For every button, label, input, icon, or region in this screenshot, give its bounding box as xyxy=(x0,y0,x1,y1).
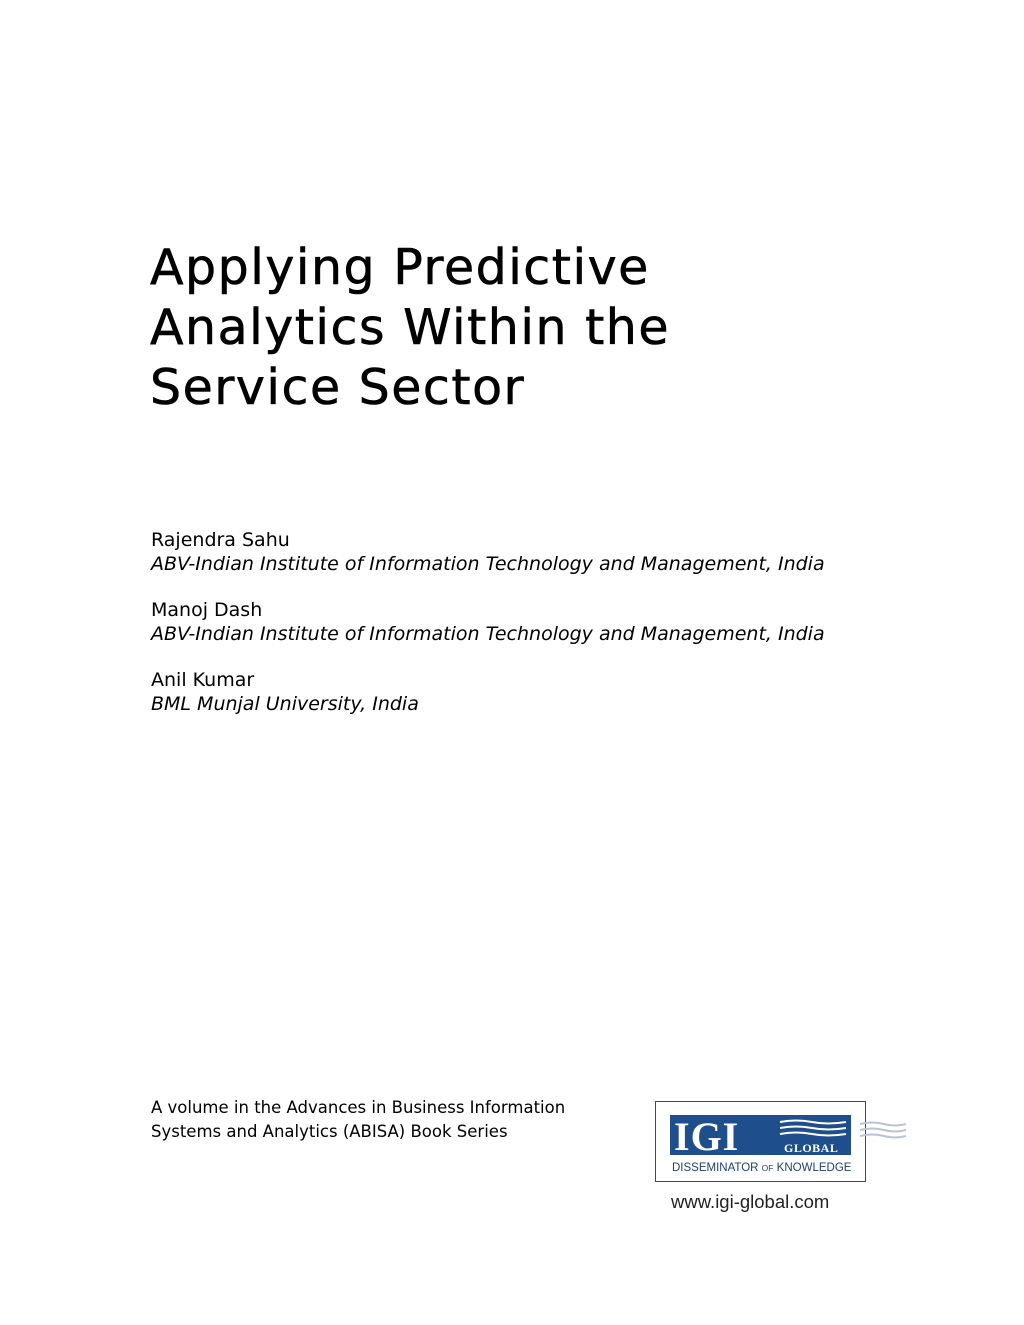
series-line: A volume in the Advances in Business Information xyxy=(151,1098,566,1117)
title-line: Service Sector xyxy=(150,359,526,416)
publisher-logo xyxy=(655,1101,866,1182)
tagline-part: KNOWLEDGE xyxy=(773,1162,852,1174)
igi-global-logo-icon xyxy=(656,1102,867,1183)
author-entry xyxy=(151,598,911,646)
author-affiliation: ABV-Indian Institute of Information Technology and Management, India xyxy=(151,623,825,645)
tagline-part: DISSEMINATOR xyxy=(672,1162,762,1174)
author-affiliation: BML Munjal University, India xyxy=(151,693,419,715)
logo-sub: GLOBAL xyxy=(784,1141,839,1155)
logo-tagline xyxy=(672,1162,852,1174)
series-note xyxy=(151,1096,611,1144)
author-entry xyxy=(151,668,911,716)
wave-stripes-icon xyxy=(860,1120,906,1146)
author-list xyxy=(151,528,911,738)
series-line: Systems and Analytics (ABISA) Book Series xyxy=(151,1122,508,1141)
book-title xyxy=(150,238,870,418)
title-line: Applying Predictive xyxy=(150,239,650,296)
publisher-url[interactable]: www.igi-global.com xyxy=(671,1191,830,1212)
author-entry xyxy=(151,528,911,576)
author-name: Anil Kumar xyxy=(151,669,255,691)
logo-text: IGI xyxy=(674,1114,740,1159)
author-name: Rajendra Sahu xyxy=(151,529,290,551)
author-name: Manoj Dash xyxy=(151,599,263,621)
tagline-part: OF xyxy=(761,1163,774,1173)
author-affiliation: ABV-Indian Institute of Information Technology and Management, India xyxy=(151,553,825,575)
title-line: Analytics Within the xyxy=(150,299,670,356)
